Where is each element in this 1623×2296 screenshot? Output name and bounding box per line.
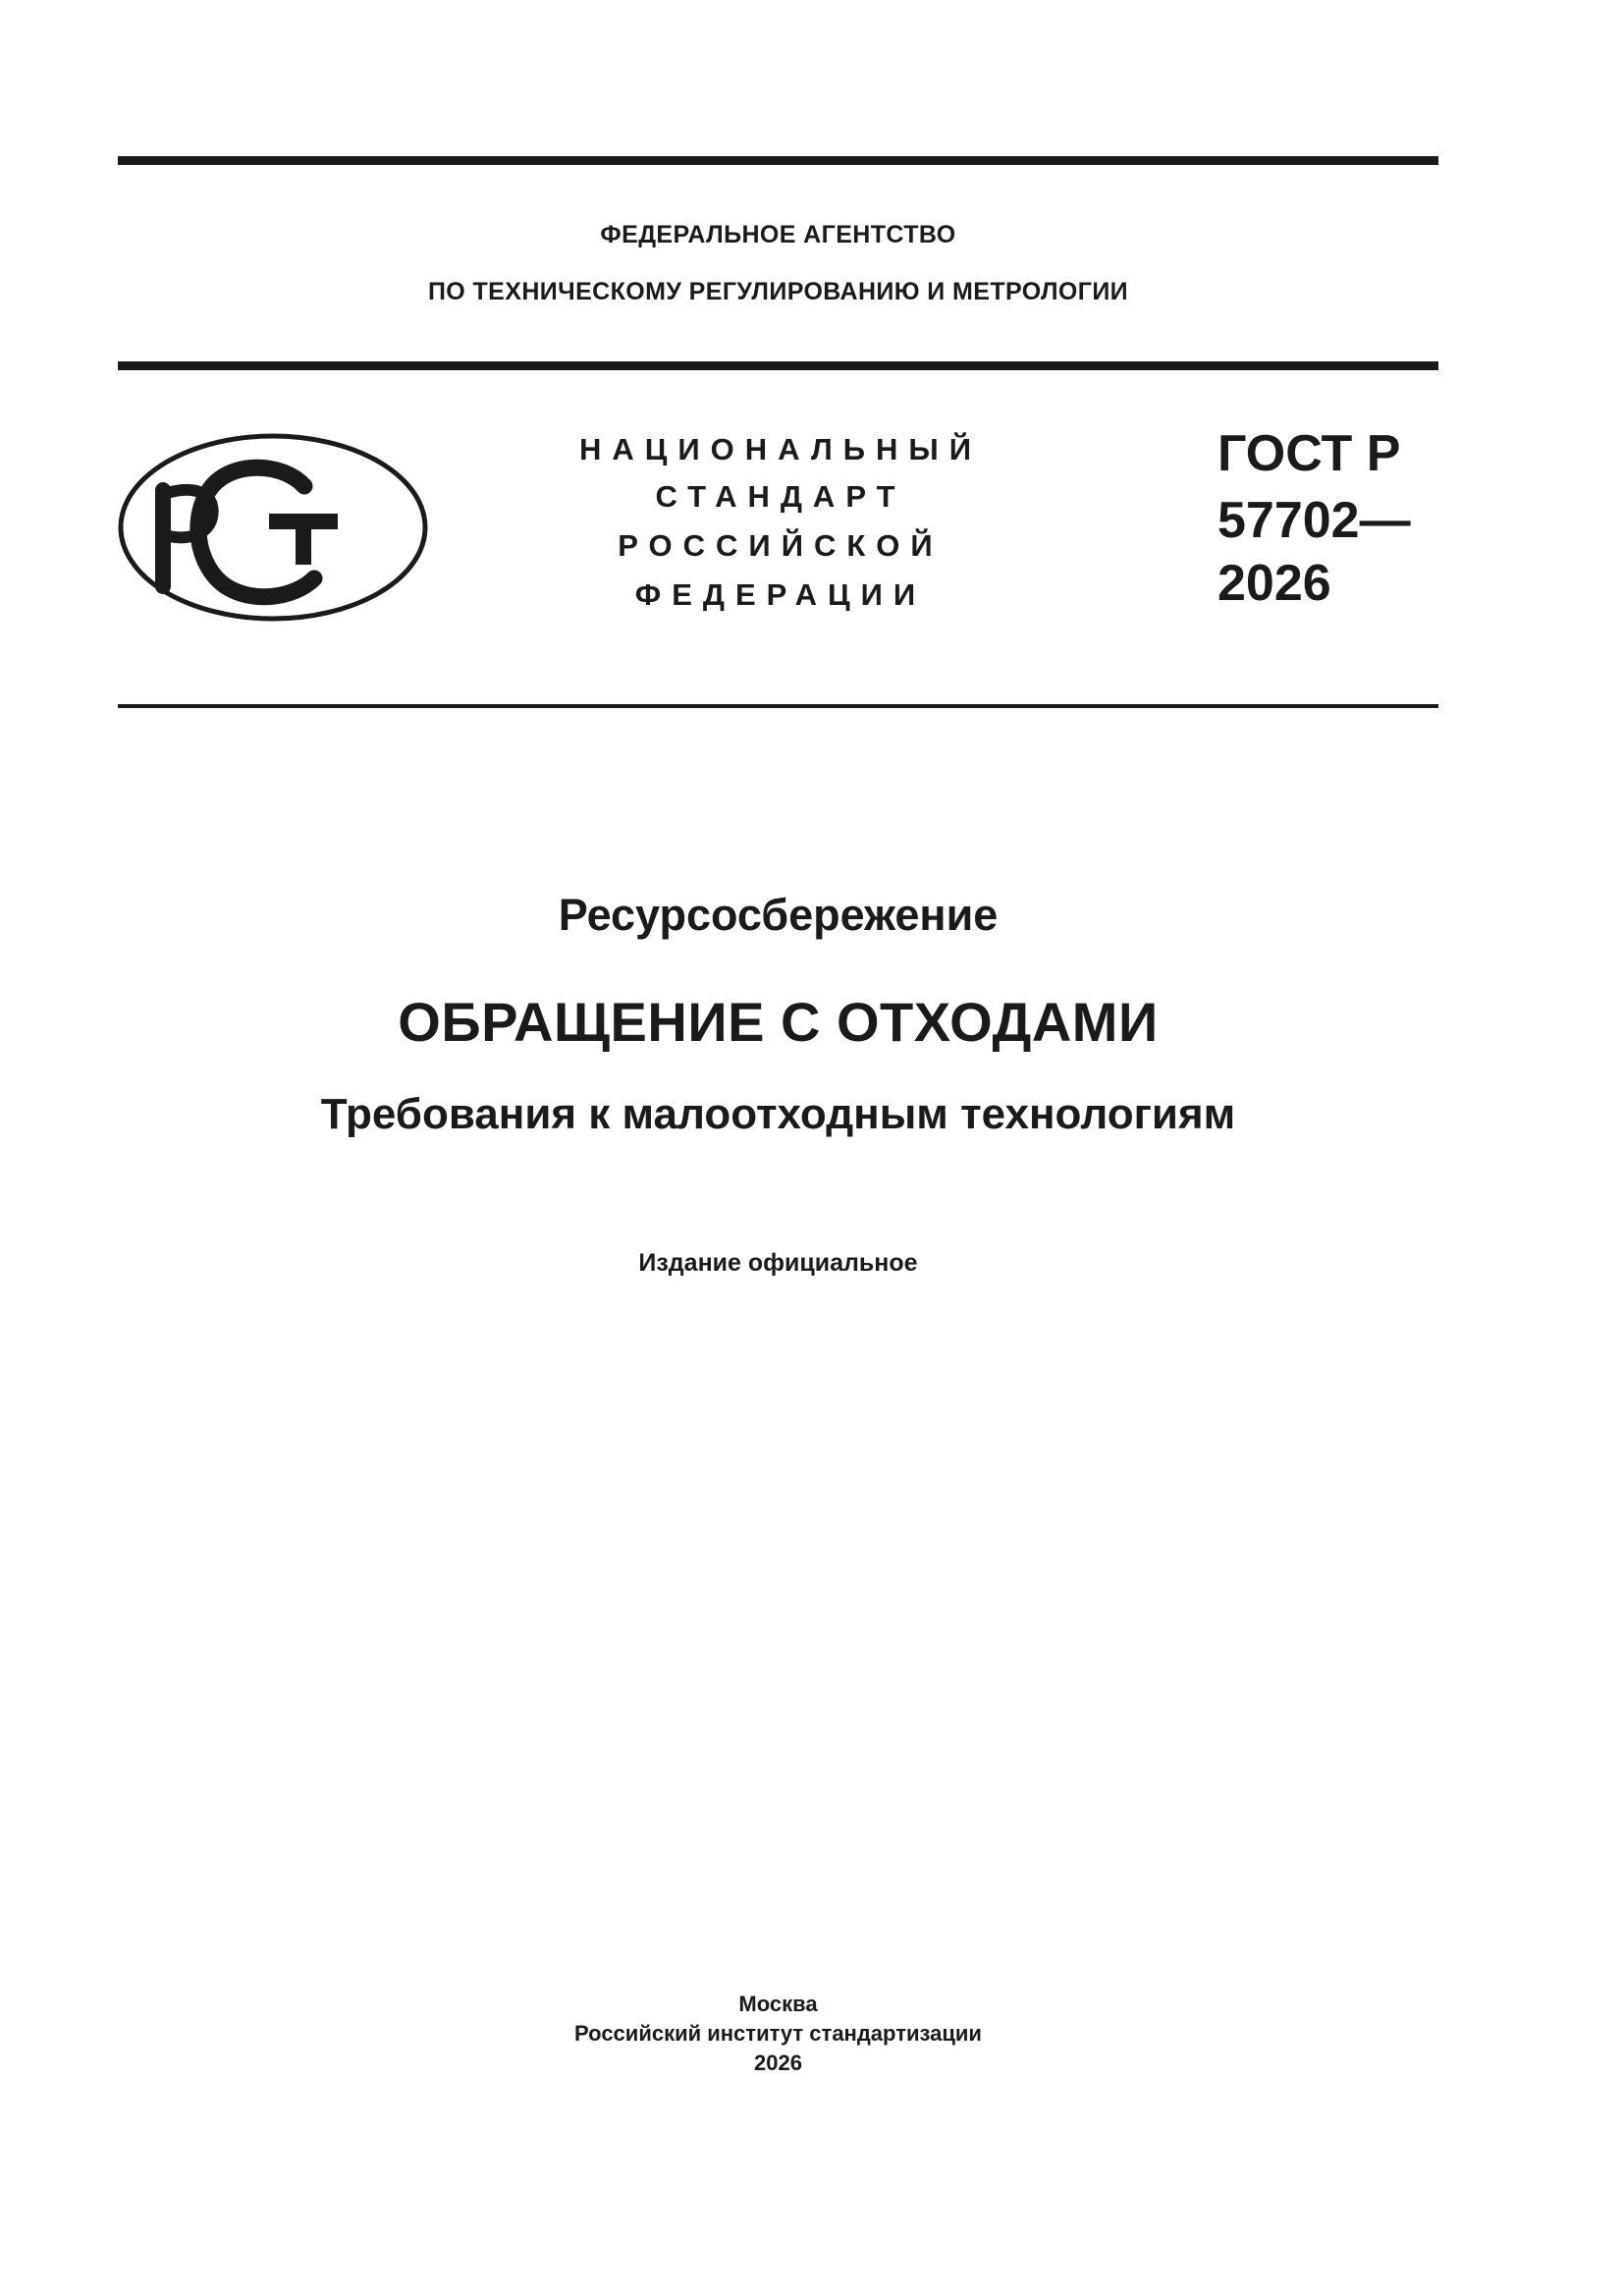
standard-designation-line-3: 2026 bbox=[1217, 555, 1331, 612]
standard-designation-line-1: ГОСТ Р bbox=[1217, 425, 1401, 482]
standard-type-line-2: СТАНДАРТ bbox=[655, 479, 906, 514]
document-title: ОБРАЩЕНИЕ С ОТХОДАМИ bbox=[398, 991, 1159, 1053]
publisher-name: Российский институт стандартизации bbox=[574, 2021, 982, 2046]
document-topic: Ресурсосбережение bbox=[558, 890, 999, 940]
standard-type-line-4: ФЕДЕРАЦИИ bbox=[634, 577, 927, 612]
edition-note: Издание официальное bbox=[638, 1249, 918, 1277]
agency-name-line-1: ФЕДЕРАЛЬНОЕ АГЕНТСТВО bbox=[600, 221, 956, 248]
agency-name-line-2: ПО ТЕХНИЧЕСКОМУ РЕГУЛИРОВАНИЮ И МЕТРОЛОГИИ bbox=[427, 278, 1129, 305]
standard-type-line-3: РОССИЙСКОЙ bbox=[618, 528, 944, 563]
document-subtitle: Требования к малоотходным технологиям bbox=[320, 1090, 1236, 1138]
standard-type-line-1: НАЦИОНАЛЬНЫЙ bbox=[578, 432, 983, 466]
top-rule bbox=[118, 156, 1438, 165]
standard-designation-line-2: 57702— bbox=[1217, 492, 1411, 549]
publisher-year: 2026 bbox=[754, 2050, 802, 2075]
publisher-city: Москва bbox=[738, 1992, 818, 2016]
agency-bottom-rule bbox=[118, 361, 1438, 370]
header-bottom-rule bbox=[118, 704, 1438, 708]
rst-logo-icon bbox=[116, 429, 430, 626]
